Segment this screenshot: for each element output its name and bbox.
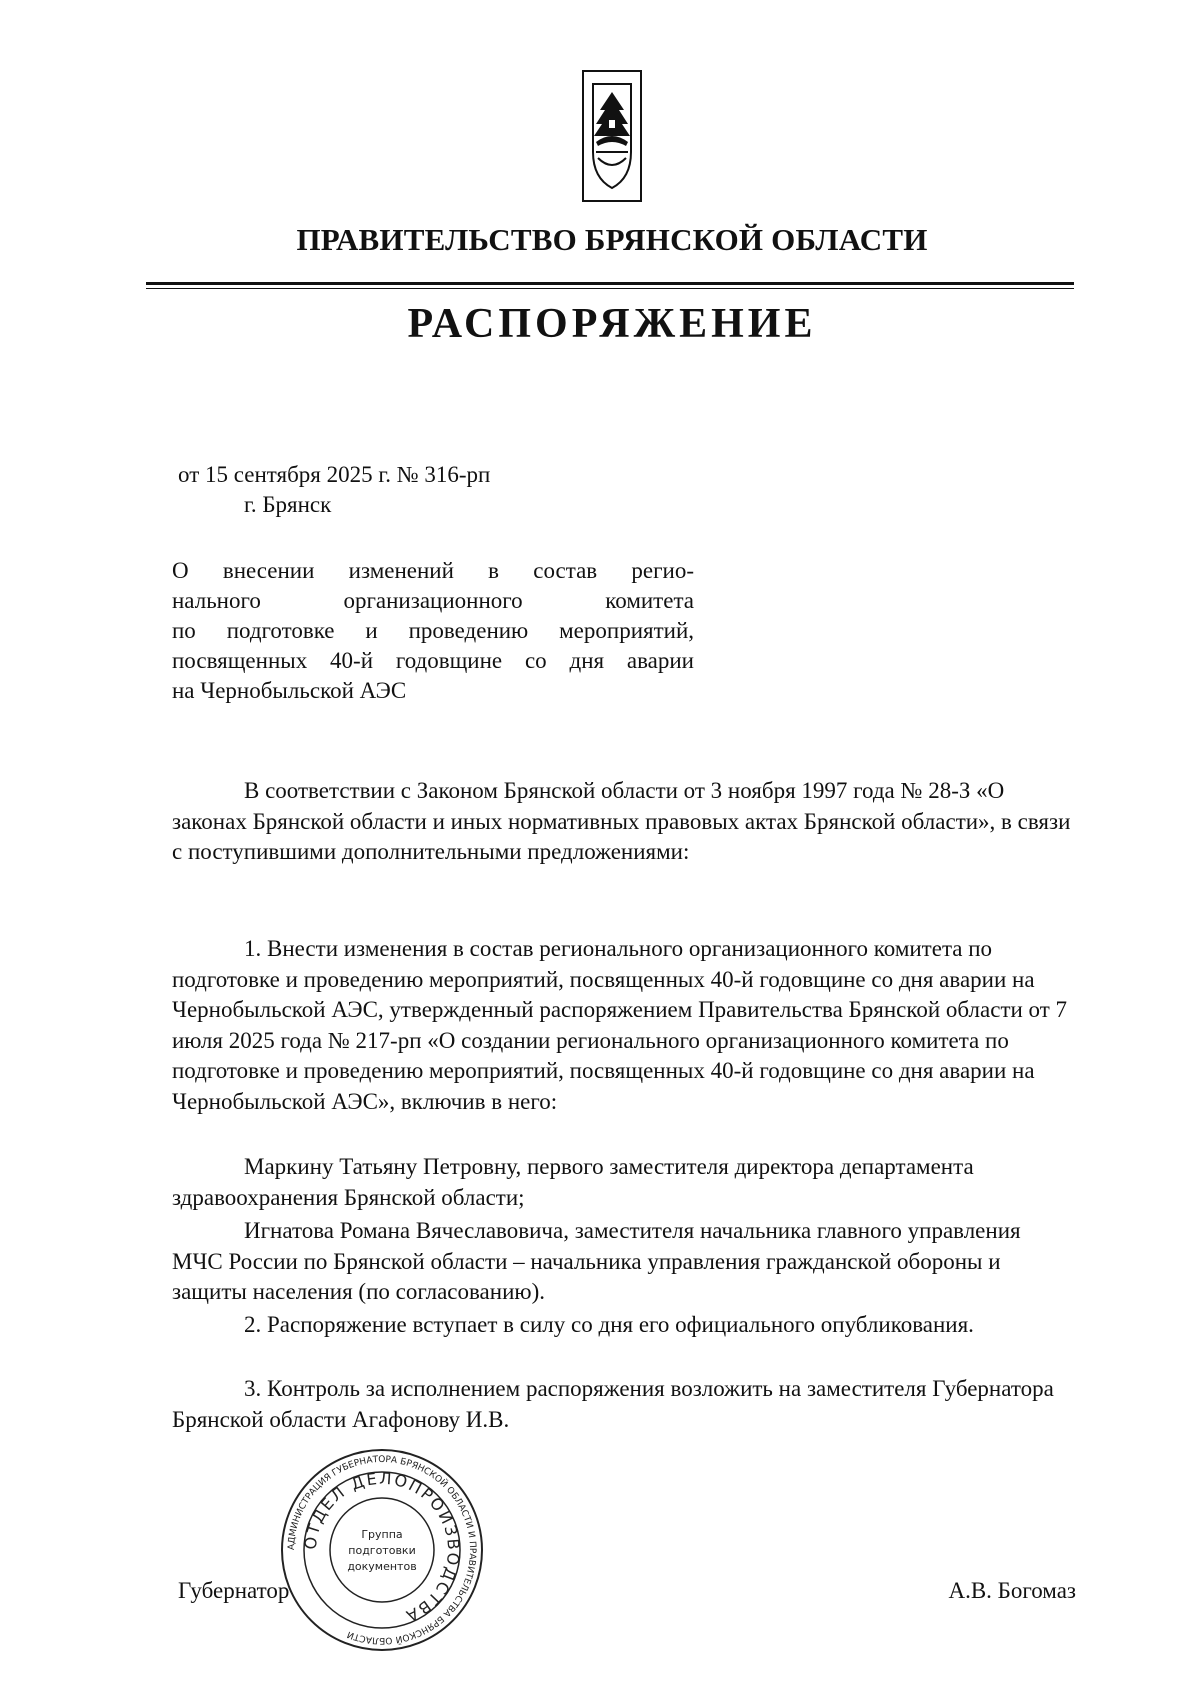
preamble-paragraph: В соответствии с Законом Брянской области от 3 ноября 1997 года № 28-З «О законах Брянской области и иных нормативных правовых актах Брянской области», в связи с поступившими дополнительными предложениями: <box>172 778 1071 864</box>
office-stamp <box>278 1446 486 1654</box>
city: г. Брянск <box>244 492 332 517</box>
item-2-paragraph: 2. Распоряжение вступает в силу со дня его официального опубликования. <box>244 1312 974 1337</box>
member-2-paragraph: Игнатова Романа Вячеславовича, заместителя начальника главного управления МЧС России по Брянской области – начальника управления гражданской обороны и защиты населения (по согласованию). <box>172 1218 1021 1304</box>
document-subject <box>172 556 694 706</box>
document-type-title: РАСПОРЯЖЕНИЕ <box>407 301 817 347</box>
signature-title: Губернатор <box>178 1578 290 1603</box>
subject-line: по подготовке и проведению мероприятий, <box>172 618 694 643</box>
signatory-name: А.В. Богомаз <box>948 1578 1076 1603</box>
subject-line: на Чернобыльской АЭС <box>172 678 407 703</box>
stamp-center-line: документов <box>347 1560 417 1573</box>
subject-line: посвященных 40-й годовщине со дня аварии <box>172 648 694 673</box>
header-rule-thin <box>146 288 1074 289</box>
coat-of-arms-icon <box>582 70 642 202</box>
stamp-ring-text: ОТДЕЛ ДЕЛОПРОИЗВОДСТВА <box>300 1468 464 1627</box>
government-title: ПРАВИТЕЛЬСТВО БРЯНСКОЙ ОБЛАСТИ <box>296 222 928 257</box>
item-3-paragraph: 3. Контроль за исполнением распоряжения возложить на заместителя Губернатора Брянской области Агафонову И.В. <box>172 1376 1054 1432</box>
stamp-center-line: подготовки <box>348 1544 416 1557</box>
stamp-center-line: Группа <box>361 1528 403 1541</box>
date-number: от 15 сентября 2025 г. № 316-рп <box>178 462 491 487</box>
subject-line: О внесении изменений в состав регио- <box>172 558 694 583</box>
member-1-paragraph: Маркину Татьяну Петровну, первого заместителя директора департамента здравоохранения Брянской области; <box>172 1154 974 1210</box>
item-1-paragraph: 1. Внести изменения в состав регионального организационного комитета по подготовке и проведению мероприятий, посвященных 40-й годовщине со дня аварии на Чернобыльской АЭС, утвержденный распоряжением Правительства Брянской области от 7 июля 2025 года № 217-рп «О создании регионального организационного комитета по подготовке и проведению мероприятий, посвященных 40-й годовщине со дня аварии на Чернобыльской АЭС», включив в него: <box>172 936 1068 1114</box>
header-rule-thick <box>146 282 1074 285</box>
stamp-outer-text: АДМИНИСТРАЦИЯ ГУБЕРНАТОРА БРЯНСКОЙ ОБЛАСТИ И ПРАВИТЕЛЬСТВА БРЯНСКОЙ ОБЛАСТИ <box>286 1454 478 1646</box>
subject-line: нального организационного комитета <box>172 588 694 613</box>
